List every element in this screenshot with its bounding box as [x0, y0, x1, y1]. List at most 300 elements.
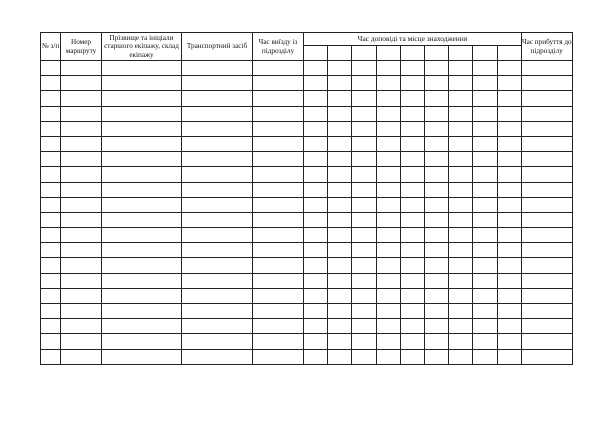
table-cell: [376, 152, 400, 167]
table-cell: [182, 61, 253, 76]
table-cell: [253, 197, 304, 212]
table-cell: [521, 182, 572, 197]
table-cell: [497, 243, 521, 258]
table-cell: [449, 152, 473, 167]
table-cell: [41, 152, 61, 167]
table-cell: [449, 243, 473, 258]
table-cell: [61, 152, 102, 167]
table-cell: [376, 319, 400, 334]
table-cell: [449, 304, 473, 319]
table-cell: [449, 288, 473, 303]
table-row: [41, 197, 573, 212]
table-cell: [473, 167, 497, 182]
table-cell: [182, 76, 253, 91]
table-cell: [424, 152, 448, 167]
table-cell: [400, 61, 424, 76]
table-cell: [497, 319, 521, 334]
table-cell: [473, 61, 497, 76]
table-cell: [473, 121, 497, 136]
table-cell: [424, 288, 448, 303]
table-cell: [328, 288, 352, 303]
table-cell: [328, 182, 352, 197]
table-cell: [304, 258, 328, 273]
table-cell: [424, 212, 448, 227]
table-cell: [497, 91, 521, 106]
header-route: Номер маршруту: [61, 33, 102, 61]
table-cell: [41, 136, 61, 151]
table-cell: [352, 349, 376, 364]
table-cell: [328, 304, 352, 319]
table-cell: [61, 167, 102, 182]
table-cell: [182, 319, 253, 334]
table-cell: [304, 106, 328, 121]
table-cell: [253, 106, 304, 121]
table-cell: [352, 304, 376, 319]
table-cell: [304, 61, 328, 76]
table-cell: [424, 197, 448, 212]
table-cell: [182, 121, 253, 136]
table-cell: [521, 197, 572, 212]
table-cell: [253, 288, 304, 303]
table-cell: [102, 152, 182, 167]
table-cell: [424, 136, 448, 151]
table-cell: [497, 182, 521, 197]
table-cell: [473, 91, 497, 106]
table-cell: [400, 212, 424, 227]
table-cell: [449, 212, 473, 227]
table-cell: [41, 243, 61, 258]
table-cell: [41, 182, 61, 197]
table-row: [41, 121, 573, 136]
table-cell: [449, 319, 473, 334]
table-cell: [304, 349, 328, 364]
table-cell: [400, 319, 424, 334]
report-subcolumn-header: [497, 46, 521, 61]
table-cell: [521, 288, 572, 303]
table-cell: [41, 167, 61, 182]
table-cell: [400, 243, 424, 258]
table-cell: [376, 288, 400, 303]
table-cell: [102, 167, 182, 182]
table-cell: [182, 182, 253, 197]
table-cell: [253, 121, 304, 136]
table-cell: [424, 91, 448, 106]
table-cell: [424, 319, 448, 334]
table-cell: [352, 106, 376, 121]
table-cell: [102, 228, 182, 243]
table-cell: [328, 167, 352, 182]
table-cell: [253, 91, 304, 106]
table-cell: [61, 91, 102, 106]
table-cell: [400, 258, 424, 273]
table-cell: [61, 304, 102, 319]
table-cell: [61, 258, 102, 273]
table-cell: [376, 273, 400, 288]
table-cell: [352, 273, 376, 288]
table-row: [41, 228, 573, 243]
table-cell: [352, 136, 376, 151]
table-cell: [473, 182, 497, 197]
table-cell: [328, 121, 352, 136]
header-vehicle: Транспортний засіб: [182, 33, 253, 61]
table-row: [41, 258, 573, 273]
table-cell: [253, 273, 304, 288]
table-cell: [400, 288, 424, 303]
table-cell: [102, 334, 182, 349]
table-row: [41, 243, 573, 258]
table-cell: [182, 167, 253, 182]
table-cell: [521, 136, 572, 151]
header-crew: Прізвище та ініціали старшого екіпажу, склад екіпажу: [102, 33, 182, 61]
table-cell: [352, 243, 376, 258]
report-subcolumn-header: [352, 46, 376, 61]
table-cell: [473, 76, 497, 91]
table-cell: [61, 243, 102, 258]
table-cell: [352, 228, 376, 243]
table-cell: [521, 91, 572, 106]
table-cell: [304, 243, 328, 258]
table-cell: [400, 136, 424, 151]
table-cell: [304, 304, 328, 319]
table-cell: [182, 91, 253, 106]
table-cell: [328, 212, 352, 227]
table-cell: [400, 121, 424, 136]
table-cell: [102, 91, 182, 106]
table-cell: [521, 106, 572, 121]
table-cell: [253, 258, 304, 273]
table-cell: [253, 212, 304, 227]
report-subcolumn-header: [304, 46, 328, 61]
table-cell: [424, 258, 448, 273]
table-cell: [449, 228, 473, 243]
table-cell: [304, 228, 328, 243]
table-row: [41, 273, 573, 288]
table-cell: [473, 319, 497, 334]
table-cell: [424, 228, 448, 243]
table-cell: [102, 197, 182, 212]
table-row: [41, 212, 573, 227]
table-cell: [400, 197, 424, 212]
table-cell: [497, 197, 521, 212]
table-cell: [352, 319, 376, 334]
report-subcolumn-header: [449, 46, 473, 61]
table-cell: [41, 304, 61, 319]
table-cell: [376, 61, 400, 76]
table-cell: [182, 197, 253, 212]
table-cell: [61, 76, 102, 91]
table-cell: [376, 106, 400, 121]
table-cell: [400, 304, 424, 319]
table-cell: [376, 121, 400, 136]
table-cell: [61, 61, 102, 76]
table-row: [41, 167, 573, 182]
table-cell: [521, 304, 572, 319]
table-cell: [102, 121, 182, 136]
log-body: [41, 61, 573, 365]
report-subcolumn-header: [328, 46, 352, 61]
table-cell: [102, 212, 182, 227]
table-cell: [304, 319, 328, 334]
table-row: [41, 334, 573, 349]
table-cell: [304, 152, 328, 167]
table-cell: [449, 167, 473, 182]
report-subcolumn-header: [424, 46, 448, 61]
table-cell: [424, 243, 448, 258]
table-cell: [328, 334, 352, 349]
table-cell: [253, 136, 304, 151]
table-cell: [182, 258, 253, 273]
table-cell: [376, 167, 400, 182]
table-cell: [41, 273, 61, 288]
table-cell: [182, 212, 253, 227]
table-cell: [424, 61, 448, 76]
table-cell: [304, 121, 328, 136]
table-cell: [328, 228, 352, 243]
table-cell: [182, 106, 253, 121]
table-cell: [328, 152, 352, 167]
table-cell: [521, 61, 572, 76]
table-cell: [328, 136, 352, 151]
table-cell: [376, 243, 400, 258]
table-cell: [497, 349, 521, 364]
table-cell: [41, 258, 61, 273]
table-cell: [352, 76, 376, 91]
table-cell: [61, 197, 102, 212]
table-cell: [328, 273, 352, 288]
table-cell: [41, 288, 61, 303]
table-cell: [473, 304, 497, 319]
table-cell: [102, 273, 182, 288]
table-cell: [102, 288, 182, 303]
table-cell: [473, 288, 497, 303]
table-cell: [328, 91, 352, 106]
table-cell: [352, 61, 376, 76]
table-cell: [182, 349, 253, 364]
table-cell: [352, 258, 376, 273]
table-cell: [253, 182, 304, 197]
table-cell: [328, 243, 352, 258]
table-cell: [304, 288, 328, 303]
table-cell: [449, 91, 473, 106]
table-cell: [61, 212, 102, 227]
table-cell: [376, 304, 400, 319]
table-cell: [521, 334, 572, 349]
table-cell: [497, 258, 521, 273]
table-row: [41, 319, 573, 334]
header-arrival-time: Час прибуття до підрозділу: [521, 33, 572, 61]
table-row: [41, 182, 573, 197]
table-cell: [253, 61, 304, 76]
table-cell: [473, 334, 497, 349]
table-cell: [102, 76, 182, 91]
table-cell: [102, 106, 182, 121]
table-cell: [497, 106, 521, 121]
table-cell: [61, 288, 102, 303]
table-cell: [328, 76, 352, 91]
table-cell: [41, 91, 61, 106]
table-cell: [304, 212, 328, 227]
table-cell: [41, 61, 61, 76]
table-cell: [41, 334, 61, 349]
table-cell: [449, 61, 473, 76]
table-row: [41, 76, 573, 91]
table-cell: [473, 243, 497, 258]
table-cell: [376, 228, 400, 243]
table-cell: [102, 182, 182, 197]
table-cell: [376, 91, 400, 106]
table-cell: [61, 334, 102, 349]
table-cell: [102, 304, 182, 319]
table-cell: [424, 121, 448, 136]
table-cell: [473, 212, 497, 227]
table-cell: [61, 273, 102, 288]
table-cell: [352, 91, 376, 106]
table-cell: [182, 273, 253, 288]
table-cell: [328, 106, 352, 121]
table-cell: [376, 136, 400, 151]
table-cell: [376, 76, 400, 91]
table-cell: [102, 349, 182, 364]
header-departure-time: Час виїзду із підрозділу: [253, 33, 304, 61]
table-cell: [376, 258, 400, 273]
table-cell: [473, 228, 497, 243]
table-cell: [304, 334, 328, 349]
table-cell: [497, 152, 521, 167]
table-cell: [473, 258, 497, 273]
table-cell: [473, 106, 497, 121]
table-cell: [449, 273, 473, 288]
table-cell: [521, 258, 572, 273]
table-cell: [352, 197, 376, 212]
report-subcolumn-header: [473, 46, 497, 61]
table-cell: [521, 76, 572, 91]
table-cell: [473, 273, 497, 288]
table-cell: [352, 212, 376, 227]
table-cell: [521, 212, 572, 227]
table-cell: [424, 76, 448, 91]
table-cell: [328, 349, 352, 364]
table-cell: [473, 349, 497, 364]
table-row: [41, 304, 573, 319]
table-cell: [61, 349, 102, 364]
table-cell: [497, 76, 521, 91]
table-cell: [400, 273, 424, 288]
table-cell: [400, 334, 424, 349]
table-cell: [61, 106, 102, 121]
table-cell: [400, 106, 424, 121]
table-cell: [497, 288, 521, 303]
table-row: [41, 91, 573, 106]
table-cell: [424, 304, 448, 319]
table-cell: [328, 319, 352, 334]
table-cell: [102, 61, 182, 76]
table-cell: [253, 304, 304, 319]
table-cell: [102, 258, 182, 273]
table-cell: [424, 273, 448, 288]
table-cell: [449, 197, 473, 212]
table-cell: [253, 76, 304, 91]
table-cell: [473, 152, 497, 167]
table-cell: [304, 167, 328, 182]
table-cell: [182, 152, 253, 167]
table-cell: [352, 334, 376, 349]
table-cell: [253, 243, 304, 258]
table-cell: [449, 136, 473, 151]
table-cell: [304, 182, 328, 197]
table-cell: [376, 349, 400, 364]
table-cell: [253, 319, 304, 334]
table-cell: [400, 182, 424, 197]
table-cell: [521, 273, 572, 288]
table-cell: [41, 76, 61, 91]
table-cell: [253, 349, 304, 364]
table-cell: [182, 228, 253, 243]
table-cell: [253, 228, 304, 243]
table-cell: [400, 91, 424, 106]
table-cell: [497, 121, 521, 136]
table-cell: [182, 243, 253, 258]
table-cell: [253, 152, 304, 167]
table-cell: [61, 121, 102, 136]
table-cell: [497, 61, 521, 76]
table-cell: [41, 349, 61, 364]
table-cell: [352, 288, 376, 303]
table-cell: [449, 334, 473, 349]
table-cell: [182, 334, 253, 349]
table-cell: [102, 136, 182, 151]
table-cell: [376, 212, 400, 227]
table-cell: [376, 334, 400, 349]
table-cell: [182, 136, 253, 151]
table-cell: [376, 182, 400, 197]
table-cell: [328, 197, 352, 212]
table-cell: [400, 167, 424, 182]
table-cell: [102, 319, 182, 334]
table-cell: [521, 349, 572, 364]
table-cell: [521, 243, 572, 258]
table-cell: [521, 152, 572, 167]
table-cell: [449, 349, 473, 364]
table-cell: [253, 334, 304, 349]
table-cell: [41, 228, 61, 243]
table-cell: [521, 319, 572, 334]
table-cell: [304, 76, 328, 91]
table-cell: [497, 136, 521, 151]
table-cell: [352, 121, 376, 136]
table-cell: [521, 167, 572, 182]
table-cell: [521, 121, 572, 136]
table-cell: [304, 273, 328, 288]
report-subcolumn-header: [400, 46, 424, 61]
table-cell: [182, 304, 253, 319]
table-cell: [497, 273, 521, 288]
table-cell: [61, 228, 102, 243]
table-cell: [352, 182, 376, 197]
table-row: [41, 288, 573, 303]
header-report-time-location: Час доповіді та місце знаходження: [304, 33, 522, 46]
table-cell: [400, 349, 424, 364]
table-cell: [521, 228, 572, 243]
table-cell: [424, 182, 448, 197]
table-cell: [376, 197, 400, 212]
table-cell: [182, 288, 253, 303]
table-row: [41, 136, 573, 151]
table-cell: [41, 121, 61, 136]
table-cell: [253, 167, 304, 182]
table-row: [41, 349, 573, 364]
table-cell: [449, 258, 473, 273]
table-cell: [449, 121, 473, 136]
